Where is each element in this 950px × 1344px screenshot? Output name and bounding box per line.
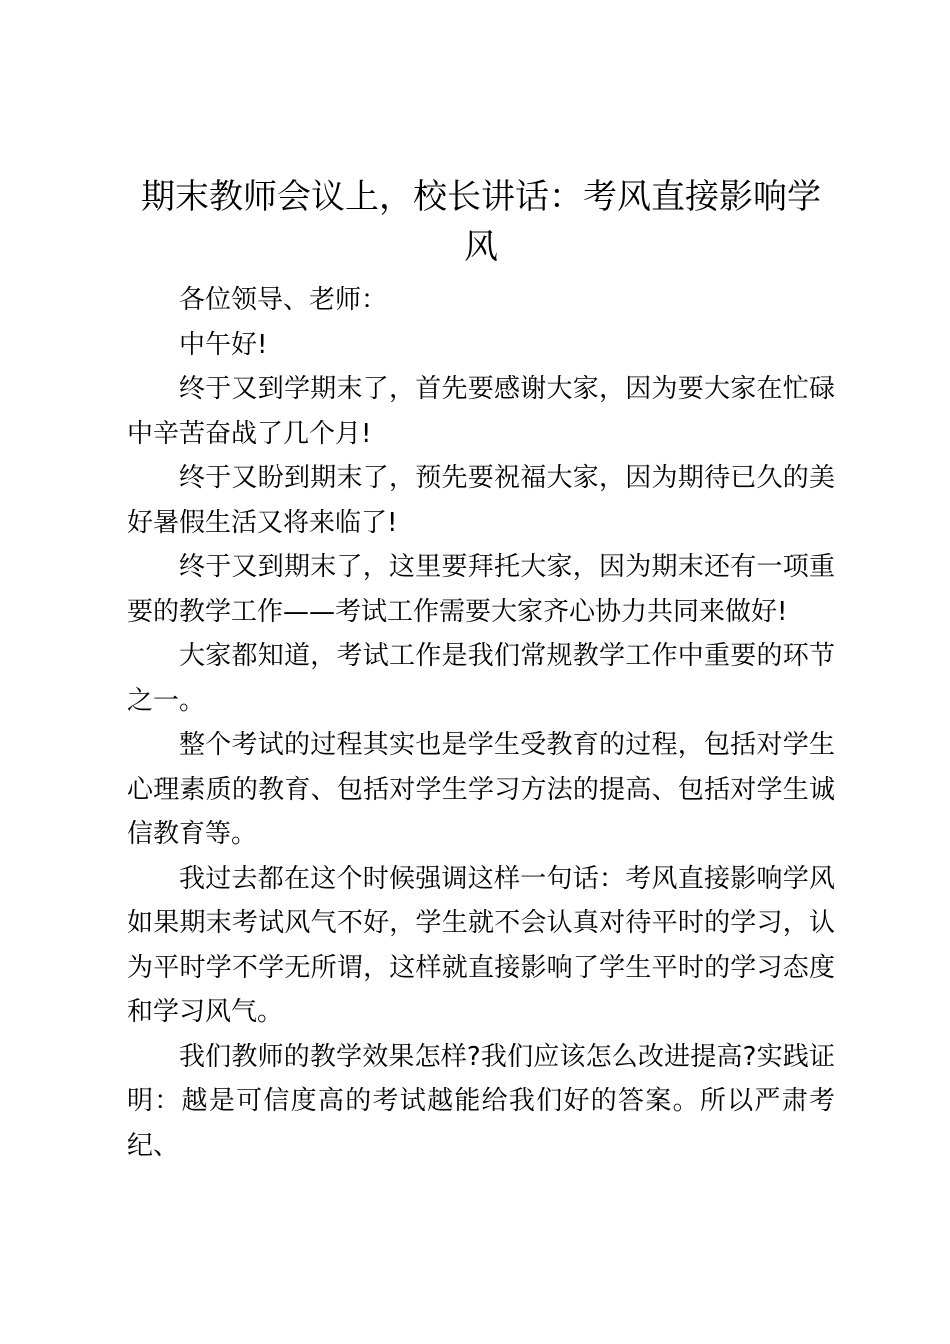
paragraph-salutation: 各位领导、老师：: [179, 285, 388, 315]
paragraph: 大家都知道，考试工作是我们常规教学工作中重要的环节之一。: [127, 641, 835, 716]
paragraph: 终于又盼到期末了，预先要祝福大家，因为期待已久的美好暑假生活又将来临了!: [127, 463, 835, 538]
document-content: [127, 172, 835, 1168]
paragraph-greeting: 中午好!: [179, 329, 268, 360]
document-body: [127, 278, 835, 1168]
paragraph: 我们教师的教学效果怎样?我们应该怎么改进提高?实践证明：越是可信度高的考试越能给我们好的答案。所以严肃考纪、: [127, 1041, 835, 1161]
paragraph: 整个考试的过程其实也是学生受教育的过程，包括对学生心理素质的教育、包括对学生学习方法的提高、包括对学生诚信教育等。: [127, 730, 835, 849]
paragraph: 终于又到期末了，这里要拜托大家，因为期末还有一项重要的教学工作——考试工作需要大家齐心协力共同来做好!: [127, 552, 835, 627]
paragraph: 我过去都在这个时候强调这样一句话：考风直接影响学风如果期末考试风气不好，学生就不会认真对待平时的学习，认为平时学不学无所谓，这样就直接影响了学生平时的学习态度和学习风气。: [127, 863, 835, 1027]
document-title: 期末教师会议上，校长讲话：考风直接影响学风: [141, 177, 821, 267]
paragraph: 终于又到学期末了，首先要感谢大家，因为要大家在忙碌中辛苦奋战了几个月!: [127, 374, 835, 449]
